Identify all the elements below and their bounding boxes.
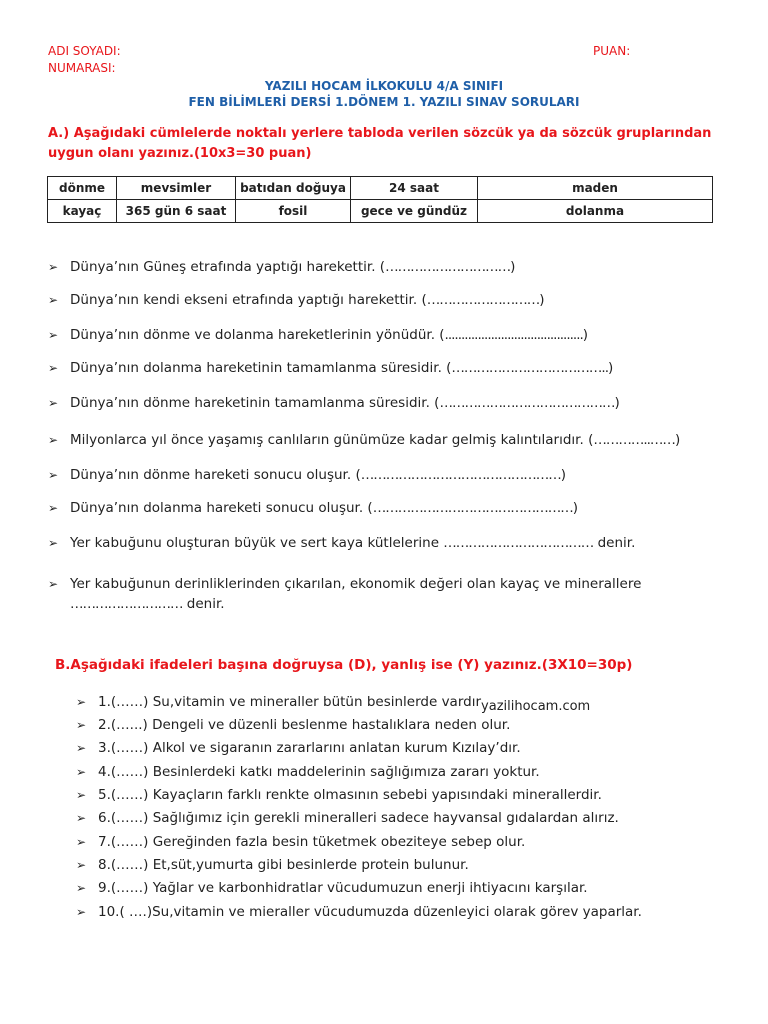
answer-blank[interactable]: ……………………………….. (451, 360, 609, 376)
table-cell: mevsimler (117, 177, 236, 200)
answer-blank[interactable]: .......................................... (444, 327, 583, 343)
table-cell: batıdan doğuya (236, 177, 351, 200)
arrow-bullet-icon: ➢ (76, 858, 87, 872)
arrow-bullet-icon: ➢ (76, 905, 87, 919)
table-cell: fosil (236, 200, 351, 223)
tf-item-8: ➢ 8.(……) Et,süt,yumurta gibi besinlerde protein bulunur. (76, 857, 469, 873)
arrow-bullet-icon: ➢ (48, 536, 59, 550)
answer-blank[interactable]: ………………………………………… (360, 467, 561, 483)
watermark-text: yazilihocam.com (481, 699, 591, 714)
arrow-bullet-icon: ➢ (76, 835, 87, 849)
number-label: NUMARASI: (48, 61, 116, 75)
tf-item-1: ➢ 1.(……) Su,vitamin ve mineraller bütün besinlerde vardıryazilihocam.com (76, 694, 591, 714)
question-2: ➢ Dünya’nın kendi ekseni etrafında yaptığı harekettir. (………………………) (48, 292, 545, 308)
arrow-bullet-icon: ➢ (76, 881, 87, 895)
answer-blank[interactable]: …………..…… (593, 432, 675, 448)
table-cell: 365 gün 6 saat (117, 200, 236, 223)
school-title: YAZILI HOCAM İLKOKULU 4/A SINIFI (264, 79, 504, 93)
arrow-bullet-icon: ➢ (76, 765, 87, 779)
question-1: ➢ Dünya’nın Güneş etrafında yaptığı harekettir. (…………………………) (48, 259, 516, 275)
tf-item-7: ➢ 7.(……) Gereğinden fazla besin tüketmek obeziteye sebep olur. (76, 834, 526, 850)
arrow-bullet-icon: ➢ (48, 328, 59, 342)
table-cell: maden (478, 177, 713, 200)
arrow-bullet-icon: ➢ (76, 811, 87, 825)
tf-item-4: ➢ 4.(……) Besinlerdeki katkı maddelerinin sağlığımıza zararı yoktur. (76, 764, 540, 780)
answer-blank[interactable]: ……………………………… (443, 535, 594, 551)
table-cell: kayaç (48, 200, 117, 223)
question-6: ➢ Milyonlarca yıl önce yaşamış canlıların günümüze kadar gelmiş kalıntılarıdır. (…………..……) (48, 432, 681, 448)
table-cell: 24 saat (351, 177, 478, 200)
score-label: PUAN: (593, 44, 631, 58)
question-10: ➢ Yer kabuğunun derinliklerinden çıkarılan, ekonomik değeri olan kayaç ve minerallere (48, 576, 642, 592)
arrow-bullet-icon: ➢ (48, 501, 59, 515)
answer-blank[interactable]: ………………………… (385, 259, 511, 275)
arrow-bullet-icon: ➢ (48, 396, 59, 410)
arrow-bullet-icon: ➢ (48, 577, 59, 591)
arrow-bullet-icon: ➢ (48, 293, 59, 307)
answer-blank[interactable]: ……………………… (426, 292, 540, 308)
tf-item-5: ➢ 5.(……) Kayaçların farklı renkte olmasının sebebi yapısındaki minerallerdir. (76, 787, 602, 803)
tf-item-3: ➢ 3.(……) Alkol ve sigaranın zararlarını anlatan kurum Kızılay’dır. (76, 740, 521, 756)
exam-title: FEN BİLİMLERİ DERSİ 1.DÖNEM 1. YAZILI SINAV SORULARI (188, 95, 580, 109)
arrow-bullet-icon: ➢ (48, 468, 59, 482)
section-b-instruction: B.Aşağıdaki ifadeleri başına doğruysa (D), yanlış ise (Y) yazınız.(3X10=30p) (55, 657, 633, 673)
arrow-bullet-icon: ➢ (48, 433, 59, 447)
answer-blank[interactable]: ……………………… (70, 596, 183, 612)
answer-blank[interactable]: …………………………………… (439, 395, 615, 411)
arrow-bullet-icon: ➢ (76, 741, 87, 755)
arrow-bullet-icon: ➢ (76, 788, 87, 802)
arrow-bullet-icon: ➢ (48, 361, 59, 375)
question-7: ➢ Dünya’nın dönme hareketi sonucu oluşur. (…………………………………………) (48, 467, 566, 483)
word-table (47, 176, 713, 223)
table-cell: dolanma (478, 200, 713, 223)
table-cell: dönme (48, 177, 117, 200)
question-8: ➢ Dünya’nın dolanma hareketi sonucu oluşur. (…………………………………………) (48, 500, 578, 516)
name-label: ADI SOYADI: (48, 44, 121, 58)
question-3: ➢ Dünya’nın dönme ve dolanma hareketlerinin yönüdür. (..........................................) (48, 327, 589, 343)
question-4: ➢ Dünya’nın dolanma hareketinin tamamlanma süresidir. (………………………………..) (48, 360, 614, 376)
arrow-bullet-icon: ➢ (48, 260, 59, 274)
answer-blank[interactable]: ………………………………………… (372, 500, 573, 516)
table-cell: gece ve gündüz (351, 200, 478, 223)
tf-item-6: ➢ 6.(……) Sağlığımız için gerekli mineralleri sadece hayvansal gıdalardan alırız. (76, 810, 619, 826)
question-10-continuation: ……………………… denir. (70, 596, 225, 612)
tf-item-10: ➢ 10.( ….)Su,vitamin ve mieraller vücudumuzda düzenleyici olarak görev yaparlar. (76, 904, 642, 920)
question-5: ➢ Dünya’nın dönme hareketinin tamamlanma süresidir. (……………………………………) (48, 395, 620, 411)
arrow-bullet-icon: ➢ (76, 718, 87, 732)
table-row (48, 200, 713, 223)
arrow-bullet-icon: ➢ (76, 695, 87, 709)
section-a-instruction: A.) Aşağıdaki cümlelerde noktalı yerlere tabloda verilen sözcük ya da sözcük gruplarından uygun olanı yazınız.(10x3=30 puan) (48, 126, 712, 161)
question-9: ➢ Yer kabuğunu oluşturan büyük ve sert kaya kütlelerine ……………………………… denir. (48, 535, 636, 551)
tf-item-9: ➢ 9.(……) Yağlar ve karbonhidratlar vücudumuzun enerji ihtiyacını karşılar. (76, 880, 588, 896)
table-row (48, 177, 713, 200)
tf-item-2: ➢ 2.(…...) Dengeli ve düzenli beslenme hastalıklara neden olur. (76, 717, 511, 733)
